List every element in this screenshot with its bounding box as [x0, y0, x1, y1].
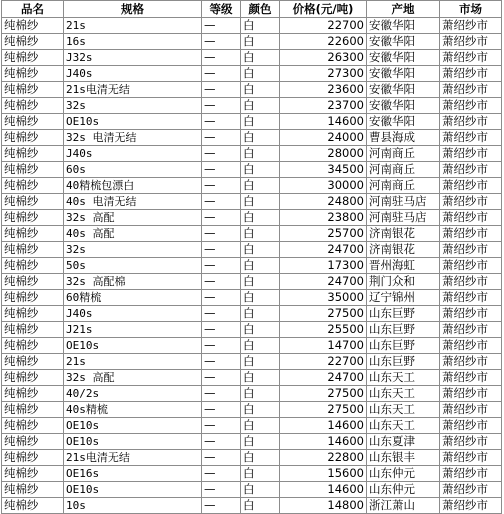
cell-origin: 曹县海成 [367, 130, 440, 146]
cell-market: 萧绍纱市 [440, 210, 502, 226]
cell-price: 23800 [280, 210, 367, 226]
cell-grade: — [202, 306, 241, 322]
cell-origin: 山东银丰 [367, 450, 440, 466]
cell-spec: J40s [64, 306, 202, 322]
cell-product: 纯棉纱 [2, 130, 64, 146]
cell-price: 24700 [280, 242, 367, 258]
cell-origin: 山东巨野 [367, 338, 440, 354]
cell-grade: — [202, 418, 241, 434]
cell-spec: 40s精梳 [64, 402, 202, 418]
cell-price: 14700 [280, 338, 367, 354]
cell-spec: 32s [64, 98, 202, 114]
cell-grade: — [202, 466, 241, 482]
table-row [2, 210, 502, 226]
cell-market: 萧绍纱市 [440, 178, 502, 194]
cell-price: 28000 [280, 146, 367, 162]
table-row [2, 322, 502, 338]
cell-color: 白 [241, 50, 280, 66]
cell-color: 白 [241, 418, 280, 434]
cell-origin: 安徽华阳 [367, 50, 440, 66]
table-row [2, 98, 502, 114]
table-row [2, 354, 502, 370]
cell-spec: OE10s [64, 114, 202, 130]
cell-market: 萧绍纱市 [440, 386, 502, 402]
cell-grade: — [202, 130, 241, 146]
cell-product: 纯棉纱 [2, 66, 64, 82]
cell-product: 纯棉纱 [2, 386, 64, 402]
cell-origin: 浙江萧山 [367, 498, 440, 514]
cell-grade: — [202, 258, 241, 274]
cell-grade: — [202, 66, 241, 82]
cell-product: 纯棉纱 [2, 402, 64, 418]
cell-product: 纯棉纱 [2, 290, 64, 306]
cell-product: 纯棉纱 [2, 194, 64, 210]
cell-grade: — [202, 50, 241, 66]
table-row [2, 274, 502, 290]
cell-color: 白 [241, 482, 280, 498]
cell-product: 纯棉纱 [2, 306, 64, 322]
table-row [2, 338, 502, 354]
cell-product: 纯棉纱 [2, 98, 64, 114]
cell-price: 24800 [280, 194, 367, 210]
header-color: 颜色 [241, 1, 280, 18]
cell-price: 15600 [280, 466, 367, 482]
header-origin: 产地 [367, 1, 440, 18]
cell-color: 白 [241, 242, 280, 258]
cell-price: 22800 [280, 450, 367, 466]
cell-grade: — [202, 338, 241, 354]
cell-price: 24700 [280, 274, 367, 290]
cell-price: 22700 [280, 354, 367, 370]
cell-grade: — [202, 242, 241, 258]
cell-spec: OE10s [64, 338, 202, 354]
header-market: 市场 [440, 1, 502, 18]
header-spec: 规格 [64, 1, 202, 18]
cell-market: 萧绍纱市 [440, 434, 502, 450]
cell-origin: 山东天工 [367, 370, 440, 386]
cell-market: 萧绍纱市 [440, 162, 502, 178]
cell-market: 萧绍纱市 [440, 418, 502, 434]
cell-market: 萧绍纱市 [440, 66, 502, 82]
table-row [2, 402, 502, 418]
cell-grade: — [202, 82, 241, 98]
cell-color: 白 [241, 306, 280, 322]
table-row [2, 418, 502, 434]
cell-product: 纯棉纱 [2, 338, 64, 354]
cell-origin: 荆门众和 [367, 274, 440, 290]
cell-market: 萧绍纱市 [440, 114, 502, 130]
cell-origin: 济南银花 [367, 242, 440, 258]
cell-price: 14600 [280, 482, 367, 498]
cell-grade: — [202, 194, 241, 210]
cell-color: 白 [241, 290, 280, 306]
cell-price: 25700 [280, 226, 367, 242]
cell-price: 24000 [280, 130, 367, 146]
cell-color: 白 [241, 402, 280, 418]
cell-spec: 60精梳 [64, 290, 202, 306]
cell-spec: 32s 高配棉 [64, 274, 202, 290]
cell-market: 萧绍纱市 [440, 226, 502, 242]
cell-spec: 32s 电清无结 [64, 130, 202, 146]
cell-grade: — [202, 226, 241, 242]
cell-market: 萧绍纱市 [440, 98, 502, 114]
cell-origin: 河南商丘 [367, 162, 440, 178]
table-row [2, 370, 502, 386]
cell-spec: 40精梳包漂白 [64, 178, 202, 194]
cell-spec: J40s [64, 66, 202, 82]
cell-product: 纯棉纱 [2, 210, 64, 226]
table-row [2, 242, 502, 258]
cell-origin: 山东巨野 [367, 306, 440, 322]
header-price: 价格(元/吨) [280, 1, 367, 18]
cell-origin: 山东巨野 [367, 322, 440, 338]
cell-spec: 21s [64, 18, 202, 34]
cell-spec: 21s电清无结 [64, 82, 202, 98]
cell-color: 白 [241, 194, 280, 210]
table-row [2, 18, 502, 34]
cell-grade: — [202, 162, 241, 178]
cell-grade: — [202, 274, 241, 290]
header-product: 品名 [2, 1, 64, 18]
cell-price: 25500 [280, 322, 367, 338]
cell-product: 纯棉纱 [2, 466, 64, 482]
cell-price: 27300 [280, 66, 367, 82]
cell-spec: 40s 高配 [64, 226, 202, 242]
table-row [2, 466, 502, 482]
cell-product: 纯棉纱 [2, 274, 64, 290]
cell-price: 14600 [280, 434, 367, 450]
cell-spec: 32s 高配 [64, 210, 202, 226]
cell-price: 27500 [280, 306, 367, 322]
cell-price: 22600 [280, 34, 367, 50]
cell-origin: 山东巨野 [367, 354, 440, 370]
table-row [2, 194, 502, 210]
cell-color: 白 [241, 114, 280, 130]
cell-origin: 安徽华阳 [367, 114, 440, 130]
table-row [2, 178, 502, 194]
cell-spec: 21s电清无结 [64, 450, 202, 466]
cell-market: 萧绍纱市 [440, 466, 502, 482]
table-row [2, 66, 502, 82]
cell-origin: 山东夏津 [367, 434, 440, 450]
table-body [2, 18, 502, 514]
cell-color: 白 [241, 354, 280, 370]
table-row [2, 306, 502, 322]
cell-spec: J32s [64, 50, 202, 66]
cell-market: 萧绍纱市 [440, 130, 502, 146]
cell-color: 白 [241, 258, 280, 274]
cell-grade: — [202, 34, 241, 50]
cell-origin: 济南银花 [367, 226, 440, 242]
cell-product: 纯棉纱 [2, 18, 64, 34]
cell-color: 白 [241, 370, 280, 386]
cell-grade: — [202, 482, 241, 498]
table-row [2, 290, 502, 306]
cell-color: 白 [241, 178, 280, 194]
cell-market: 萧绍纱市 [440, 146, 502, 162]
cell-grade: — [202, 450, 241, 466]
cell-market: 萧绍纱市 [440, 322, 502, 338]
cell-color: 白 [241, 130, 280, 146]
cell-grade: — [202, 18, 241, 34]
cell-product: 纯棉纱 [2, 450, 64, 466]
cell-price: 23600 [280, 82, 367, 98]
cell-color: 白 [241, 466, 280, 482]
table-row [2, 434, 502, 450]
cell-origin: 安徽华阳 [367, 98, 440, 114]
cell-product: 纯棉纱 [2, 178, 64, 194]
cell-color: 白 [241, 146, 280, 162]
cell-market: 萧绍纱市 [440, 402, 502, 418]
cell-color: 白 [241, 82, 280, 98]
cell-market: 萧绍纱市 [440, 258, 502, 274]
cell-spec: 16s [64, 34, 202, 50]
cell-color: 白 [241, 18, 280, 34]
table-row [2, 258, 502, 274]
cell-product: 纯棉纱 [2, 162, 64, 178]
cell-grade: — [202, 402, 241, 418]
cell-color: 白 [241, 162, 280, 178]
cell-color: 白 [241, 322, 280, 338]
cell-origin: 河南商丘 [367, 146, 440, 162]
cell-market: 萧绍纱市 [440, 50, 502, 66]
cell-origin: 山东仲元 [367, 482, 440, 498]
table-row [2, 498, 502, 514]
cell-product: 纯棉纱 [2, 146, 64, 162]
cell-market: 萧绍纱市 [440, 290, 502, 306]
cell-color: 白 [241, 434, 280, 450]
cell-spec: 32s [64, 242, 202, 258]
cell-color: 白 [241, 66, 280, 82]
cell-origin: 安徽华阳 [367, 66, 440, 82]
cell-grade: — [202, 178, 241, 194]
cell-grade: — [202, 146, 241, 162]
cell-spec: J40s [64, 146, 202, 162]
cell-origin: 晋州海虹 [367, 258, 440, 274]
cell-spec: J21s [64, 322, 202, 338]
cell-origin: 辽宁锦州 [367, 290, 440, 306]
cell-market: 萧绍纱市 [440, 482, 502, 498]
cell-origin: 山东天工 [367, 386, 440, 402]
cell-price: 22700 [280, 18, 367, 34]
table-row [2, 82, 502, 98]
cell-market: 萧绍纱市 [440, 18, 502, 34]
cell-spec: 10s [64, 498, 202, 514]
table-row [2, 114, 502, 130]
cell-price: 14600 [280, 418, 367, 434]
cell-price: 14600 [280, 114, 367, 130]
cell-price: 35000 [280, 290, 367, 306]
cell-color: 白 [241, 274, 280, 290]
table-row [2, 130, 502, 146]
cell-grade: — [202, 114, 241, 130]
cell-product: 纯棉纱 [2, 242, 64, 258]
table-row [2, 162, 502, 178]
cell-market: 萧绍纱市 [440, 274, 502, 290]
cell-price: 27500 [280, 386, 367, 402]
cell-product: 纯棉纱 [2, 370, 64, 386]
cell-product: 纯棉纱 [2, 434, 64, 450]
cell-product: 纯棉纱 [2, 114, 64, 130]
cell-origin: 河南驻马店 [367, 194, 440, 210]
table-row [2, 482, 502, 498]
cell-grade: — [202, 354, 241, 370]
cell-price: 17300 [280, 258, 367, 274]
cell-market: 萧绍纱市 [440, 450, 502, 466]
cell-price: 23700 [280, 98, 367, 114]
cell-origin: 河南商丘 [367, 178, 440, 194]
header-row [2, 1, 502, 18]
table-row [2, 146, 502, 162]
cell-spec: 60s [64, 162, 202, 178]
cell-color: 白 [241, 386, 280, 402]
cell-origin: 安徽华阳 [367, 18, 440, 34]
cell-origin: 安徽华阳 [367, 82, 440, 98]
table-row [2, 50, 502, 66]
cell-grade: — [202, 498, 241, 514]
cell-origin: 河南驻马店 [367, 210, 440, 226]
price-table [1, 0, 502, 514]
cell-spec: OE10s [64, 482, 202, 498]
cell-product: 纯棉纱 [2, 50, 64, 66]
cell-color: 白 [241, 34, 280, 50]
cell-spec: 32s 高配 [64, 370, 202, 386]
cell-origin: 山东天工 [367, 402, 440, 418]
table-row [2, 386, 502, 402]
cell-origin: 山东天工 [367, 418, 440, 434]
cell-origin: 安徽华阳 [367, 34, 440, 50]
cell-price: 30000 [280, 178, 367, 194]
cell-product: 纯棉纱 [2, 226, 64, 242]
cell-spec: 40s 电清无结 [64, 194, 202, 210]
cell-product: 纯棉纱 [2, 34, 64, 50]
cell-spec: 21s [64, 354, 202, 370]
cell-product: 纯棉纱 [2, 498, 64, 514]
cell-price: 24700 [280, 370, 367, 386]
cell-market: 萧绍纱市 [440, 306, 502, 322]
cell-product: 纯棉纱 [2, 482, 64, 498]
cell-spec: OE10s [64, 434, 202, 450]
cell-color: 白 [241, 98, 280, 114]
cell-product: 纯棉纱 [2, 418, 64, 434]
cell-market: 萧绍纱市 [440, 194, 502, 210]
cell-color: 白 [241, 450, 280, 466]
cell-color: 白 [241, 226, 280, 242]
cell-spec: 50s [64, 258, 202, 274]
cell-color: 白 [241, 338, 280, 354]
cell-grade: — [202, 290, 241, 306]
cell-origin: 山东仲元 [367, 466, 440, 482]
cell-spec: OE10s [64, 418, 202, 434]
cell-grade: — [202, 434, 241, 450]
cell-spec: 40/2s [64, 386, 202, 402]
cell-market: 萧绍纱市 [440, 242, 502, 258]
cell-price: 26300 [280, 50, 367, 66]
cell-grade: — [202, 386, 241, 402]
cell-color: 白 [241, 498, 280, 514]
cell-grade: — [202, 98, 241, 114]
cell-market: 萧绍纱市 [440, 370, 502, 386]
cell-price: 14800 [280, 498, 367, 514]
cell-market: 萧绍纱市 [440, 82, 502, 98]
cell-color: 白 [241, 210, 280, 226]
table-row [2, 226, 502, 242]
cell-price: 27500 [280, 402, 367, 418]
cell-product: 纯棉纱 [2, 258, 64, 274]
cell-market: 萧绍纱市 [440, 498, 502, 514]
cell-market: 萧绍纱市 [440, 34, 502, 50]
table-row [2, 450, 502, 466]
cell-product: 纯棉纱 [2, 354, 64, 370]
cell-grade: — [202, 370, 241, 386]
cell-market: 萧绍纱市 [440, 354, 502, 370]
cell-price: 34500 [280, 162, 367, 178]
cell-spec: OE16s [64, 466, 202, 482]
cell-product: 纯棉纱 [2, 322, 64, 338]
table-row [2, 34, 502, 50]
cell-grade: — [202, 322, 241, 338]
header-grade: 等级 [202, 1, 241, 18]
cell-product: 纯棉纱 [2, 82, 64, 98]
cell-market: 萧绍纱市 [440, 338, 502, 354]
cell-grade: — [202, 210, 241, 226]
